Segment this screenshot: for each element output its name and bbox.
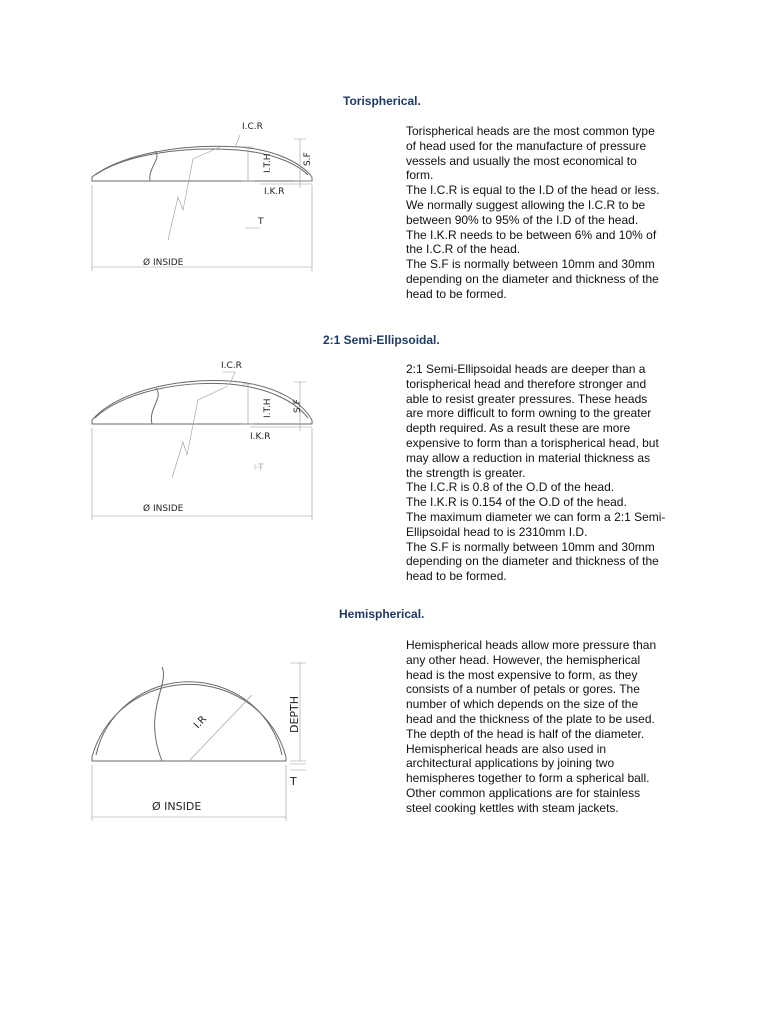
t-dimension [290,764,306,770]
torispherical-crown-outer [92,146,312,177]
semi-ellipsoidal-flange [92,420,312,424]
sf-label: S.F [293,399,303,413]
icr-label: I.C.R [221,361,242,371]
icr-leader [223,372,235,384]
hemispherical-description: Hemispherical heads allow more pressure than any other head. However, the hemispherical head is the most expensive to form, as they consists of a number of petals or gores. The number of which depends on the size of the head and the thickness of the plate to be used. The depth of the head is half of the diameter. Hemispherical heads are also used in architectural applications by joining two hemispheres together to form a spherical ball. Other common applications are for stainless steel cooking kettles with steam jackets. [406,638,657,815]
ir-label: I.R [192,713,209,732]
t-label: T [290,775,297,788]
section-heading-semi-ellipsoidal: 2:1 Semi-Ellipsoidal. [323,333,440,347]
inside-diameter-dimension [92,428,312,520]
inside-label: Ø INSIDE [143,258,184,268]
hemisphere-rim [92,757,286,761]
hemispherical-diagram [80,655,320,825]
hemisphere-gore-seam [155,667,164,761]
torispherical-diagram [80,115,320,275]
ikr-label: I.K.R [250,432,271,442]
inside-label: Ø INSIDE [143,504,184,514]
depth-label: DEPTH [288,695,301,733]
hemisphere-outer [92,684,286,757]
semi-ellipsoidal-icr-radius-line [172,386,228,478]
torispherical-flange [92,177,312,181]
ith-label: I.T.H [263,153,273,173]
torispherical-description: Torispherical heads are the most common type of head used for the manufacture of pressure vessels and usually the most economical to form. The I.C.R is equal to the I.D of the head or less. We normally suggest allowing the I.C.R to be between 90% to 95% of the I.D of the head. The I.K.R needs to be between 6% and 10% of the I.C.R of the head. The S.F is normally between 10mm and 30mm depending on the diameter and thickness of the head to be formed. [406,124,660,301]
icr-leader [235,135,240,147]
semi-ellipsoidal-crown-inner [95,383,308,418]
torispherical-crown-inner [95,149,308,175]
section-heading-torispherical: Torispherical. [343,94,421,108]
section-heading-hemispherical: Hemispherical. [339,607,425,621]
hemisphere-inner [96,682,282,755]
t-label: T [258,463,264,473]
semi-ellipsoidal-crown-outer [92,381,312,420]
ith-label: I.T.H [263,398,273,418]
ikr-label: I.K.R [264,187,285,197]
inside-label: Ø INSIDE [152,800,202,813]
torispherical-icr-radius-line [168,147,220,240]
semi-ellipsoidal-description: 2:1 Semi-Ellipsoidal heads are deeper than a torispherical head and therefore stronger and able to resist greater pressures. These heads are more difficult to form owning to the greater depth required. As a result these are more expensive to form than a torispherical head, but may allow a reduction in material thickness as the strength is greater. The I.C.R is 0.8 of the O.D of the head. The I.K.R is 0.154 of the O.D of the head. The maximum diameter we can form a 2:1 Semi- Ellipsoidal head to is 2310mm I.D. The S.F is normally between 10mm and 30mm depending on the diameter and thickness of the head to be formed. [406,362,666,584]
t-label: T [258,217,264,227]
torispherical-gore-seam [150,151,157,181]
inside-diameter-dimension [92,185,312,271]
semi-ellipsoidal-gore-seam [151,388,158,424]
semi-ellipsoidal-diagram [80,358,320,523]
ith-dimension [242,384,254,424]
icr-label: I.C.R [242,122,263,132]
sf-label: S.F [303,152,313,166]
